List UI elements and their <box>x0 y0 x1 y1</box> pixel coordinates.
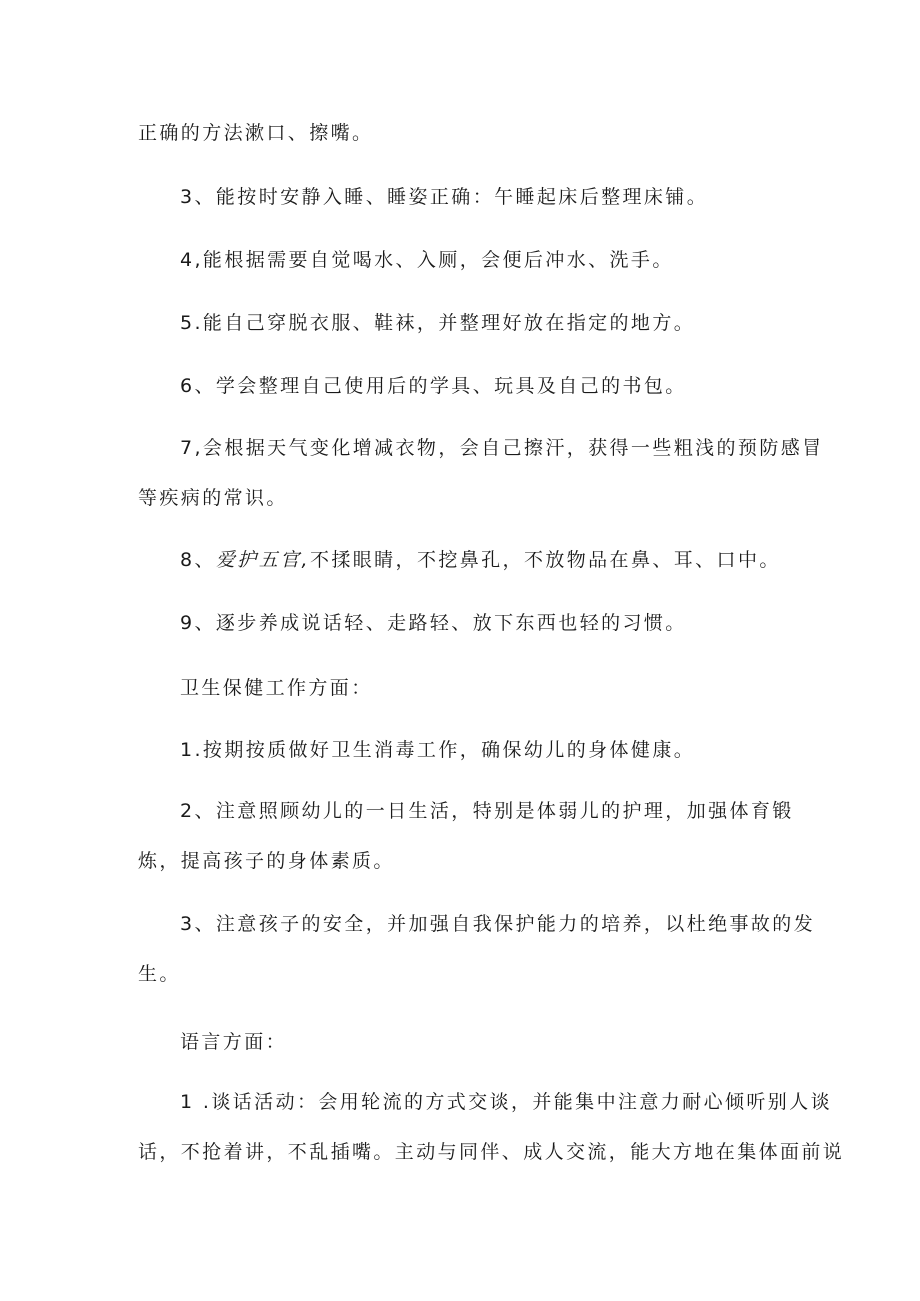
text-line: 9、逐步养成说话轻、走路轻、放下东西也轻的习惯。 <box>180 612 687 634</box>
text-line: 正确的方法漱口、擦嘴。 <box>138 122 374 144</box>
text-line: 1 .谈话活动：会用轮流的方式交谈，并能集中注意力耐心倾听别人谈 <box>180 1091 832 1113</box>
text-line: 2、注意照顾幼儿的一日生活，特别是体弱儿的护理，加强体育锻 <box>180 800 794 822</box>
text-line: 炼，提高孩子的身体素质。 <box>138 850 395 872</box>
text-line: 3、能按时安静入睡、睡姿正确：午睡起床后整理床铺。 <box>180 186 709 208</box>
text-line: 生。 <box>138 963 181 985</box>
text-line: 7,会根据天气变化增减衣物，会自己擦汗，获得一些粗浅的预防感冒 <box>180 437 824 459</box>
text-line: 3、注意孩子的安全，并加强自我保护能力的培养，以杜绝事故的发 <box>180 913 816 935</box>
section-heading: 语言方面： <box>180 1031 288 1053</box>
section-heading: 卫生保健工作方面： <box>180 677 373 699</box>
text-line: 话，不抢着讲，不乱插嘴。主动与同伴、成人交流，能大方地在集体面前说 <box>138 1141 845 1163</box>
text-line: 6、学会整理自己使用后的学具、玩具及自己的书包。 <box>180 375 687 397</box>
text-line <box>180 548 781 572</box>
italic-phrase: 爱护五官, <box>215 549 310 571</box>
text-line: 4,能根据需要自觉喝水、入厕，会便后冲水、洗手。 <box>180 249 674 271</box>
text-line: 5.能自己穿脱衣服、鞋袜，并整理好放在指定的地方。 <box>180 312 696 334</box>
text-line: 1.按期按质做好卫生消毒工作，确保幼儿的身体健康。 <box>180 739 696 761</box>
text-line: 等疾病的常识。 <box>138 487 288 509</box>
list-number: 8、 <box>180 549 216 571</box>
line-continuation: 不揉眼睛，不挖鼻孔，不放物品在鼻、耳、口中。 <box>309 549 781 571</box>
